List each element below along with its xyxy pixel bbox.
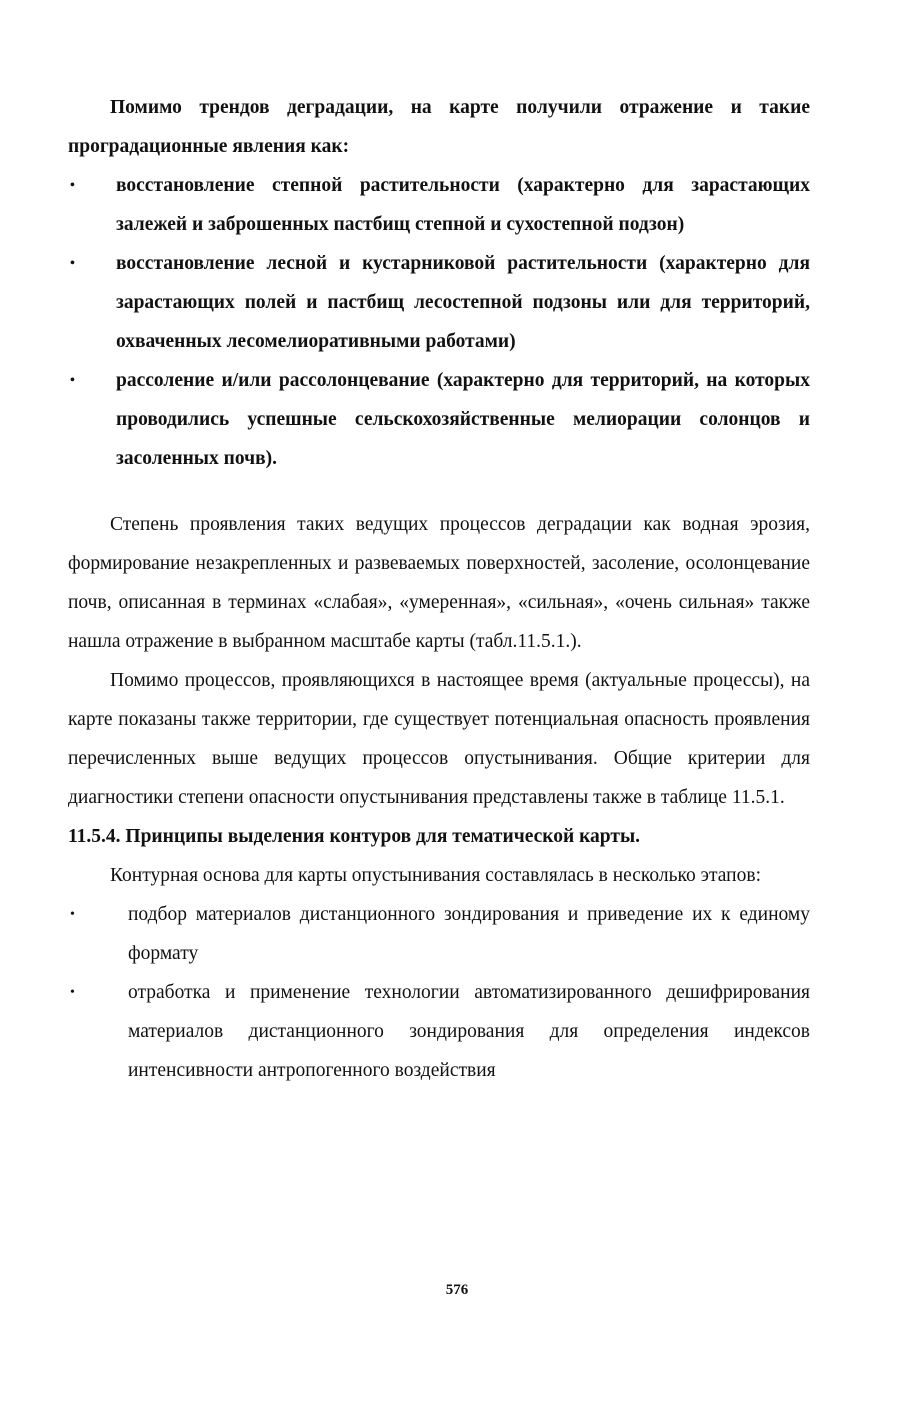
page-content bbox=[68, 88, 810, 1090]
bullet-icon: • bbox=[70, 178, 75, 193]
page-number: 576 bbox=[445, 1282, 469, 1298]
list-item: • восстановление лесной и кустарниковой растительности (характерно для зарастающих полей и пастбищ лесостепной подзоны или для территорий, охваченных лесомелиоративными работами) bbox=[68, 244, 810, 361]
bullet-icon: • bbox=[70, 373, 75, 388]
list-item: • рассоление и/или рассолонцевание (характерно для территорий, на которых проводились успешные сельскохозяйственные мелиорации солонцов и засоленных почв). bbox=[68, 361, 810, 478]
list-item: • отработка и применение технологии автоматизированного дешифрирования материалов дистанционного зондирования для определения индексов интенсивности антропогенного воздействия bbox=[68, 973, 810, 1090]
body-paragraph: Степень проявления таких ведущих процессов деградации как водная эрозия, формирование незакрепленных и развеваемых поверхностей, засоление, осолонцевание почв, описанная в терминах «слабая», «умеренная», «сильная», «очень сильная» также нашла отражение в выбранном масштабе карты (табл.11.5.1.). bbox=[68, 514, 810, 652]
section-intro-paragraph: Контурная основа для карты опустынивания составлялась в несколько этапов: bbox=[110, 865, 761, 886]
steps-list bbox=[68, 895, 810, 1090]
progradation-list bbox=[68, 166, 810, 478]
spacer bbox=[68, 478, 810, 505]
section-heading: 11.5.4. Принципы выделения контуров для тематической карты. bbox=[68, 826, 641, 847]
bullet-icon: • bbox=[70, 907, 75, 922]
bullet-icon: • bbox=[70, 985, 75, 1000]
intro-paragraph: Помимо трендов деградации, на карте получили отражение и такие проградационные явления как: bbox=[68, 97, 810, 157]
list-item: • подбор материалов дистанционного зондирования и приведение их к единому формату bbox=[68, 895, 810, 973]
list-item: • восстановление степной растительности (характерно для зарастающих залежей и заброшенных пастбищ степной и сухостепной подзон) bbox=[68, 166, 810, 244]
bullet-icon: • bbox=[70, 256, 75, 271]
body-paragraph: Помимо процессов, проявляющихся в настоящее время (актуальные процессы), на карте показаны также территории, где существует потенциальная опасность проявления перечисленных выше ведущих процессов опустынивания. Общие критерии для диагностики степени опасности опустынивания представлены также в таблице 11.5.1. bbox=[68, 670, 810, 808]
